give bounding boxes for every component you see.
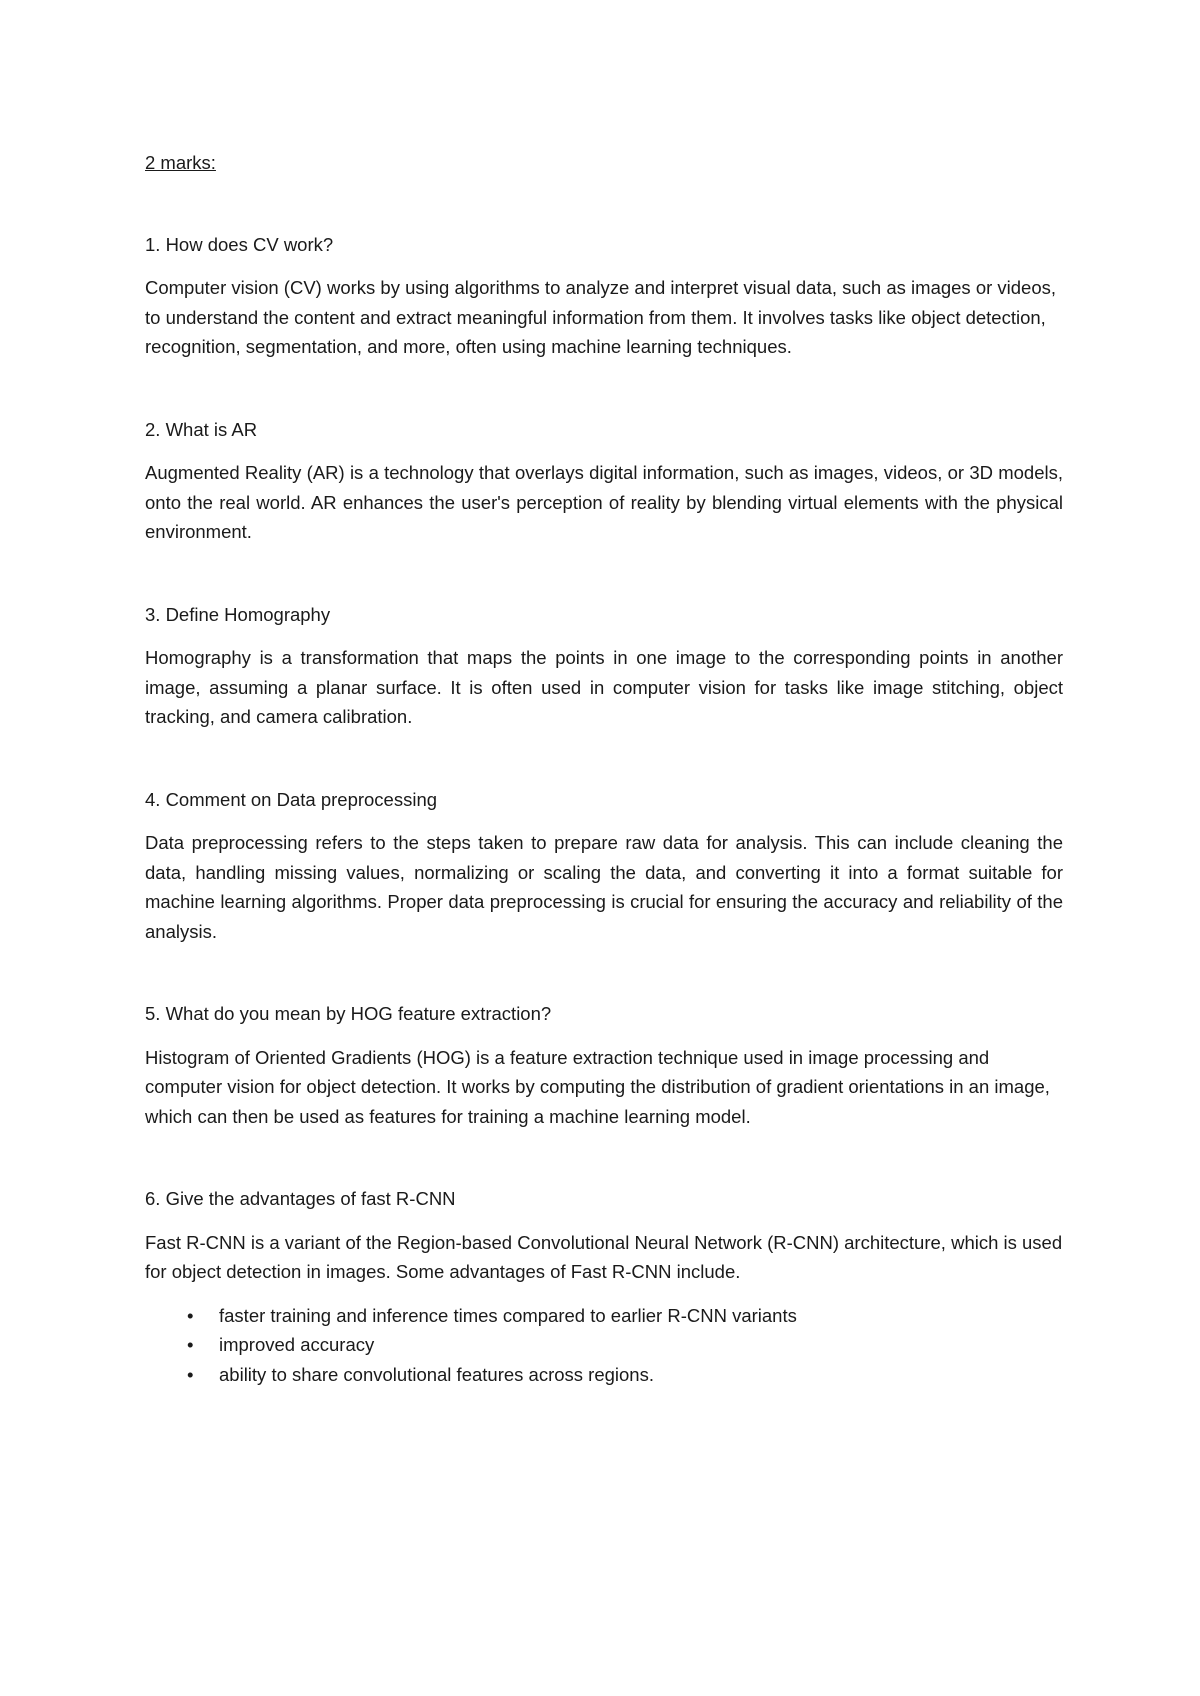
question-section-4 <box>145 785 1063 947</box>
list-item-text: faster training and inference times compared to earlier R-CNN variants <box>219 1304 797 1326</box>
answer-text: Computer vision (CV) works by using algorithms to analyze and interpret visual data, such as images or videos, to understand the content and extract meaningful information from them. It involves tasks like object detection, recognition, segmentation, and more, often using machine learning techniques. <box>145 277 1057 357</box>
list-item-text: improved accuracy <box>219 1334 375 1355</box>
list-item <box>145 1301 1063 1331</box>
list-item-text: ability to share convolutional features across regions. <box>219 1363 654 1385</box>
question-title: 3. Define Homography <box>145 603 331 625</box>
question-title: 4. Comment on Data preprocessing <box>145 788 438 810</box>
question-title: 1. How does CV work? <box>145 233 334 255</box>
answer-text: Histogram of Oriented Gradients (HOG) is a feature extraction technique used in image processing and computer vision for object detection. It works by computing the distribution of gradient orientations in an image, which can then be used as features for training a machine learning model. <box>145 1046 1050 1127</box>
answer-text: Homography is a transformation that maps the points in one image to the corresponding points in another image, assuming a planar surface. It is often used in computer vision for tasks like image stitching, object tracking, and camera calibration. <box>145 647 1063 727</box>
list-item <box>145 1360 1063 1390</box>
marks-heading: 2 marks: <box>145 152 216 173</box>
bullet-icon: • <box>187 1304 194 1326</box>
question-title: 2. What is AR <box>145 418 258 440</box>
question-section-1 <box>145 230 1063 362</box>
question-section-3 <box>145 600 1063 732</box>
answer-text: Fast R-CNN is a variant of the Region-based Convolutional Neural Network (R-CNN) architecture, which is used for object detection in images. Some advantages of Fast R-CNN include. <box>145 1231 1063 1282</box>
question-section-6 <box>145 1184 1063 1389</box>
list-item <box>145 1330 1063 1360</box>
question-title: 5. What do you mean by HOG feature extraction? <box>145 1003 552 1024</box>
question-section-2 <box>145 415 1063 547</box>
question-title: 6. Give the advantages of fast R-CNN <box>145 1188 456 1209</box>
document-content <box>145 148 1063 1442</box>
answer-text: Data preprocessing refers to the steps taken to prepare raw data for analysis. This can include cleaning the data, handling missing values, normalizing or scaling the data, and converting it into a format suitable for machine learning algorithms. Proper data preprocessing is crucial for ensuring the accuracy and reliability of the analysis. <box>145 832 1063 942</box>
bullet-icon: • <box>187 1363 194 1385</box>
bullet-icon: • <box>187 1334 194 1355</box>
answer-text: Augmented Reality (AR) is a technology that overlays digital information, such as images, videos, or 3D models, onto the real world. AR enhances the user's perception of reality by blending virtual elements with the physical environment. <box>145 462 1063 542</box>
advantages-list <box>145 1301 1063 1390</box>
question-section-5 <box>145 999 1063 1131</box>
